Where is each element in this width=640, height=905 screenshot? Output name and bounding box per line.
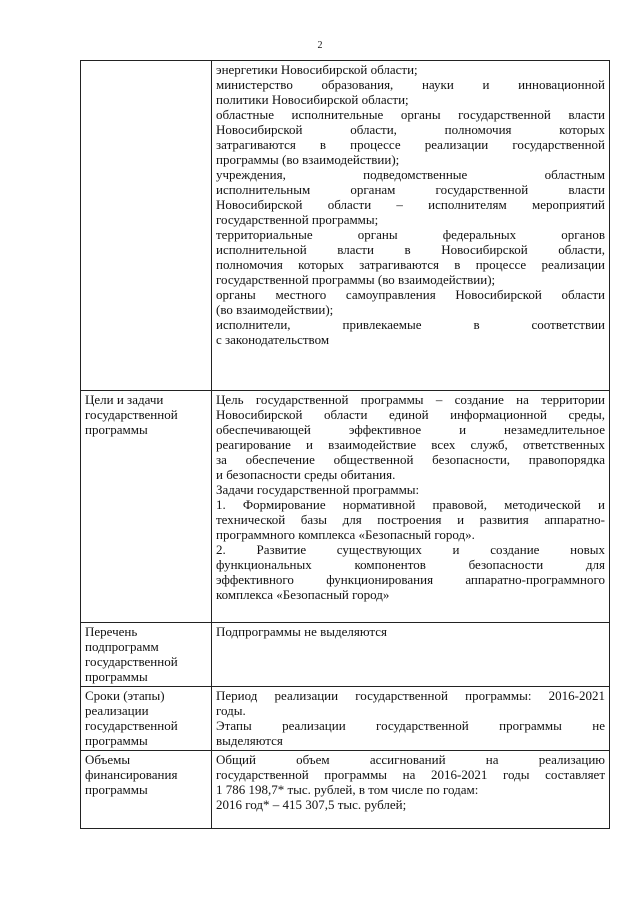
content-line: и безопасности среды обитания. [216, 467, 396, 482]
row-label: Цели и задачи государственной программы [81, 391, 212, 623]
row-label: Перечень подпрограмм государственной программы [81, 623, 212, 687]
table-row [81, 687, 610, 751]
row-label: Объемы финансирования программы [81, 751, 212, 829]
program-passport-table [80, 60, 610, 829]
content-line: Новосибирской области – исполнителям мероприятий [216, 197, 605, 212]
content-line: государственной программы (во взаимодействии); [216, 272, 496, 287]
content-line: эффективного функционирования аппаратно-программного [216, 572, 605, 587]
content-line: исполнительным органам государственной власти [216, 182, 605, 197]
content-line: реагирование и взаимодействие всех служб, ответственных [216, 437, 605, 452]
content-line: годы. [216, 703, 246, 718]
content-line: Новосибирской области, полномочия которых [216, 122, 605, 137]
content-line: министерство образования, науки и инновационной [216, 77, 605, 92]
content-line: полномочия которых затрагиваются в процессе реализации [216, 257, 605, 272]
content-line: Этапы реализации государственной программы не [216, 718, 605, 733]
content-line: технической базы для построения и развития аппаратно- [216, 512, 605, 527]
content-line: исполнители, привлекаемые в соответствии [216, 317, 605, 332]
table-row [81, 391, 610, 623]
content-line: государственной программы на 2016-2021 годы составляет [216, 767, 605, 782]
content-line: учреждения, подведомственные областным [216, 167, 605, 182]
row-content [212, 61, 610, 391]
row-content [212, 751, 610, 829]
row-content [212, 687, 610, 751]
row-content [212, 391, 610, 623]
content-line: Цель государственной программы – создание на территории [216, 392, 605, 407]
content-line: функциональных компонентов безопасности для [216, 557, 605, 572]
content-line: Новосибирской области единой информационной среды, [216, 407, 605, 422]
content-line: 2016 год* – 415 307,5 тыс. рублей; [216, 797, 407, 812]
content-line: программы (во взаимодействии); [216, 152, 400, 167]
content-line: исполнительной власти в Новосибирской области, [216, 242, 605, 257]
content-line: органы местного самоуправления Новосибирской области [216, 287, 605, 302]
content-line: территориальные органы федеральных органов [216, 227, 605, 242]
content-line: выделяются [216, 733, 283, 748]
table-body [81, 61, 610, 829]
content-line: 1 786 198,7* тыс. рублей, в том числе по годам: [216, 782, 479, 797]
content-line: программного комплекса «Безопасный город». [216, 527, 475, 542]
content-line: Общий объем ассигнований на реализацию [216, 752, 605, 767]
content-line: государственной программы; [216, 212, 379, 227]
content-line: за обеспечение общественной безопасности, правопорядка [216, 452, 605, 467]
table-row [81, 61, 610, 391]
table-row [81, 751, 610, 829]
content-line: 1. Формирование нормативной правовой, методической и [216, 497, 605, 512]
content-line: областные исполнительные органы государственной власти [216, 107, 605, 122]
content-line: обеспечивающей эффективное и незамедлительное [216, 422, 605, 437]
content-line: Период реализации государственной программы: 2016-2021 [216, 688, 605, 703]
content-line: 2. Развитие существующих и создание новых [216, 542, 605, 557]
content-line: энергетики Новосибирской области; [216, 62, 418, 77]
row-label: Сроки (этапы) реализации государственной программы [81, 687, 212, 751]
table-row [81, 623, 610, 687]
page-number: 2 [317, 40, 323, 51]
content-line: комплекса «Безопасный город» [216, 587, 390, 602]
content-line: затрагиваются в процессе реализации государственной [216, 137, 605, 152]
content-line: с законодательством [216, 332, 330, 347]
content-line: политики Новосибирской области; [216, 92, 409, 107]
row-content [212, 623, 610, 687]
content-line: Подпрограммы не выделяются [216, 624, 387, 639]
content-line: Задачи государственной программы: [216, 482, 420, 497]
row-label [81, 61, 212, 391]
content-line: (во взаимодействии); [216, 302, 334, 317]
